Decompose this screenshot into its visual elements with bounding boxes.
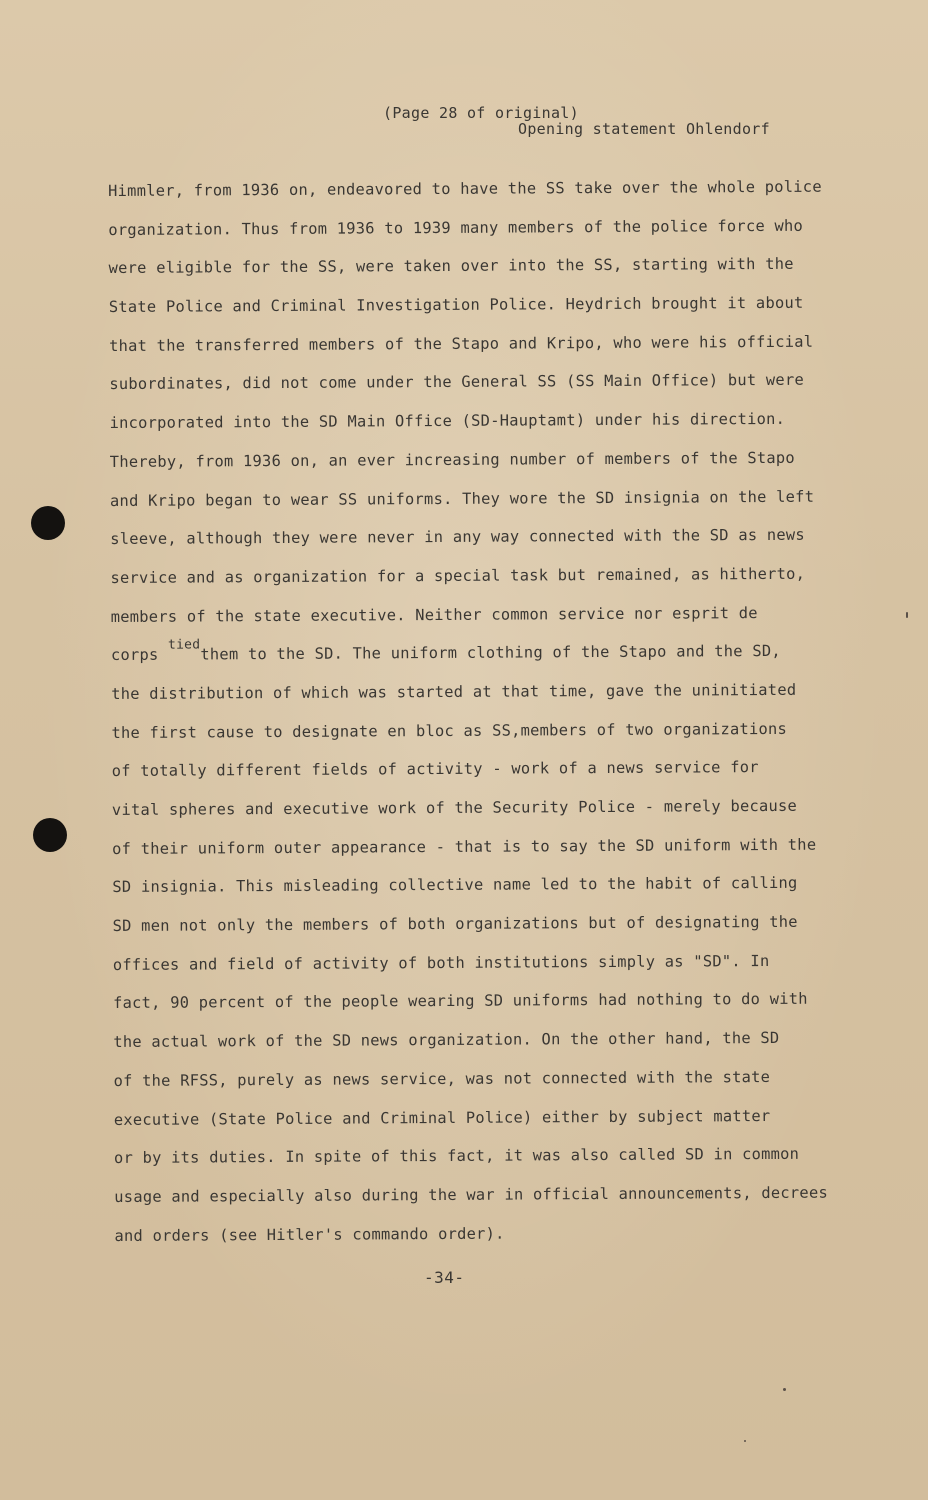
punch-hole	[33, 818, 67, 852]
text-line: the first cause to designate en bloc as SS,members of two organizations	[111, 719, 788, 742]
text-line: or by its duties. In spite of this fact, it was also called SD in common	[113, 1144, 800, 1168]
paper-speck	[744, 1440, 746, 1442]
text-line: were eligible for the SS, were taken over into the SS, starting with the	[108, 255, 794, 278]
text-line: the actual work of the SD news organization. On the other hand, the SD	[113, 1029, 780, 1052]
text-line: subordinates, did not come under the General SS (SS Main Office) but were	[109, 371, 805, 394]
text-line: the distribution of which was started at that time, gave the uninitiated	[111, 680, 797, 703]
document-title-text: Opening statement Ohlendorf	[518, 120, 770, 138]
text-line: of totally different fields of activity - work of a news service for	[111, 758, 759, 781]
paper-speck	[783, 1388, 786, 1391]
text-line: usage and especially also during the war in official announcements, decrees	[114, 1183, 829, 1206]
page-number: -34-	[424, 1268, 465, 1287]
text-line: of the RFSS, purely as news service, was not connected with the state	[113, 1067, 771, 1090]
text-line: service and as organization for a special task but remained, as hitherto,	[110, 564, 806, 587]
text-line: executive (State Police and Criminal Police) either by subject matter	[113, 1106, 771, 1129]
paper-speck	[906, 612, 908, 618]
text-line: and orders (see Hitler's commando order).	[114, 1224, 505, 1245]
line-post: them to the SD. The uniform clothing of the Stapo and the SD,	[200, 642, 781, 664]
handwritten-insertion: tied	[167, 637, 201, 653]
text-line: State Police and Criminal Investigation Police. Heydrich brought it about	[108, 293, 804, 317]
text-line: and Kripo began to wear SS uniforms. They wore the SD insignia on the left	[109, 487, 815, 510]
text-line: members of the state executive. Neither common service nor esprit de	[110, 603, 758, 626]
text-line: SD insignia. This misleading collective name led to the habit of calling	[112, 874, 798, 897]
text-line: incorporated into the SD Main Office (SD-Hauptamt) under his direction.	[109, 409, 786, 433]
text-line-with-insertion	[111, 632, 851, 675]
page-reference-text: (Page 28 of original)	[383, 104, 579, 122]
text-line: Himmler, from 1936 on, endeavored to have the SS take over the whole police	[108, 177, 822, 200]
text-line: SD men not only the members of both organizations but of designating the	[112, 912, 798, 936]
text-line: vital spheres and executive work of the Security Police - merely because	[111, 796, 798, 819]
line-pre: corps	[110, 645, 169, 665]
text-line: that the transferred members of the Stapo and Kripo, who were his official	[109, 332, 814, 355]
text-line: offices and field of activity of both institutions simply as "SD". In	[112, 951, 770, 974]
body-text	[108, 167, 855, 1255]
text-line: of their uniform outer appearance - that is to say the SD uniform with the	[112, 835, 817, 858]
text-line: fact, 90 percent of the people wearing SD uniforms had nothing to do with	[113, 990, 808, 1013]
text-line: organization. Thus from 1936 to 1939 many members of the police force who	[108, 216, 804, 239]
text-line: sleeve, although they were never in any way connected with the SD as news	[110, 525, 805, 549]
text-line: Thereby, from 1936 on, an ever increasing number of members of the Stapo	[109, 448, 795, 471]
punch-hole	[31, 506, 65, 540]
